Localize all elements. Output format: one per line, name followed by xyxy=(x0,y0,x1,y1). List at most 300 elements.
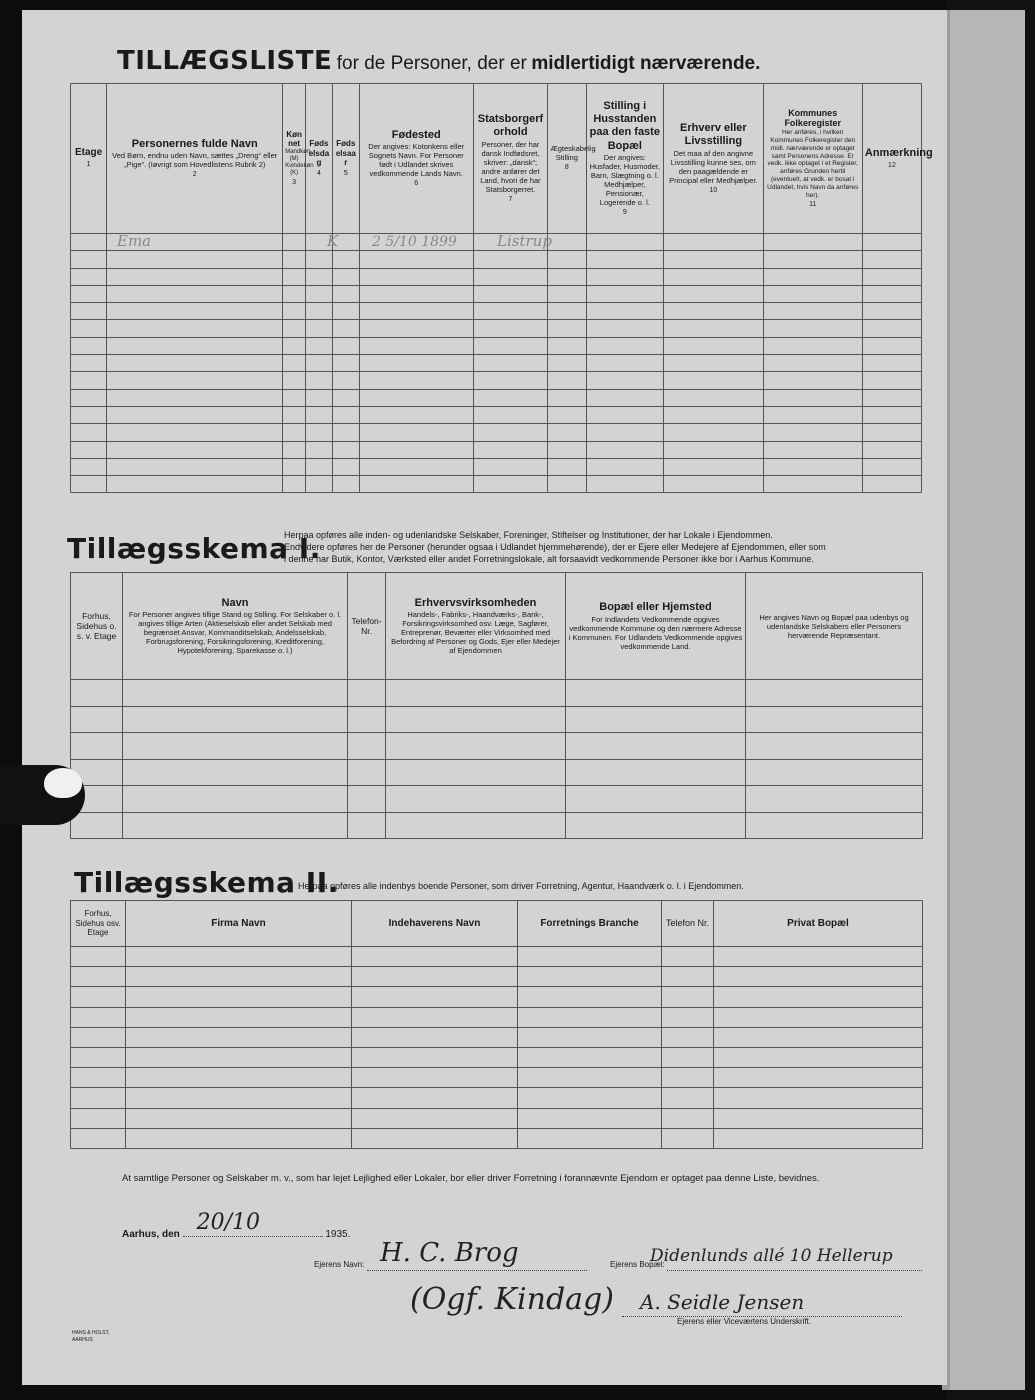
table-cell xyxy=(352,1007,518,1027)
document-page xyxy=(22,10,947,1385)
table-cell xyxy=(518,1108,662,1128)
table-cell xyxy=(283,372,306,389)
table-cell xyxy=(123,759,348,786)
table-cell xyxy=(71,1007,126,1027)
table-cell xyxy=(518,987,662,1007)
table-cell xyxy=(664,372,763,389)
table-cell xyxy=(473,476,548,493)
table-cell xyxy=(662,987,714,1007)
table-cell xyxy=(518,1007,662,1027)
table-cell xyxy=(548,389,586,406)
table-cell xyxy=(714,947,923,967)
table-cell xyxy=(473,441,548,458)
table-row xyxy=(71,1047,923,1067)
table-cell xyxy=(664,337,763,354)
table-cell xyxy=(71,947,126,967)
table-cell xyxy=(566,786,746,813)
table-cell xyxy=(305,251,332,268)
table-cell xyxy=(548,424,586,441)
thumbnail xyxy=(44,768,82,798)
table-cell xyxy=(126,1068,352,1088)
table-cell xyxy=(714,1088,923,1108)
table-cell xyxy=(473,406,548,423)
table-cell xyxy=(71,733,123,760)
table-row xyxy=(71,355,922,372)
table-row xyxy=(71,268,922,285)
schema1-col-business: Erhvervsvirksomheden Handels-, Fabriks-, Haandværks-, Bank-, Forsikringsvirksomhed osv. Læge, Sagfører, Entreprenør, Beværter eller Virksomhed med Befordring af Personer og Gods, Ejer eller Medejer af Ejendommen xyxy=(386,573,566,680)
table-cell xyxy=(548,268,586,285)
schema1-col-residence: Bopæl eller Hjemsted For Indlandets Vedkommende opgives vedkommende Kommune og den nærmere Adresse i Kommunen. For Udlandets Vedkommende opgives vedkommende Land. xyxy=(566,573,746,680)
table-cell xyxy=(123,706,348,733)
schema2-col-owner: Indehaverens Navn xyxy=(352,901,518,947)
table-cell xyxy=(862,372,921,389)
table-cell xyxy=(586,458,664,475)
table-cell xyxy=(332,355,359,372)
table-cell xyxy=(107,424,283,441)
table-cell xyxy=(664,320,763,337)
table-cell xyxy=(518,1027,662,1047)
printer-mark: HANS & HOLST, AARHUS xyxy=(72,1330,110,1343)
table-cell xyxy=(714,1108,923,1128)
table-cell xyxy=(71,1027,126,1047)
table-cell xyxy=(664,406,763,423)
table-cell xyxy=(518,1068,662,1088)
table-row xyxy=(71,424,922,441)
owner-address-label: Ejerens Bopæl: xyxy=(610,1260,665,1269)
table-cell xyxy=(548,372,586,389)
table-cell xyxy=(107,476,283,493)
schema2-intro: Herpaa opføres alle indenbys boende Personer, som driver Forretning, Agentur, Haandværk o. l. i Ejendommen. xyxy=(298,881,744,891)
table-cell xyxy=(586,389,664,406)
table-cell xyxy=(586,251,664,268)
table-cell xyxy=(283,251,306,268)
table-cell xyxy=(548,337,586,354)
table-cell xyxy=(71,441,107,458)
table-cell xyxy=(123,812,348,839)
table-cell xyxy=(123,680,348,707)
schema2-title: Tillægsskema II. xyxy=(74,866,339,899)
col-gender: Kønnet Mandkøn (M) Kvindekøn (K) 3 xyxy=(283,84,306,234)
table-row xyxy=(71,680,923,707)
table-cell xyxy=(107,355,283,372)
table-cell xyxy=(283,458,306,475)
table-cell xyxy=(746,706,923,733)
table-cell xyxy=(763,476,862,493)
schema2-col-phone: Telefon Nr. xyxy=(662,901,714,947)
table-cell xyxy=(305,337,332,354)
table-row xyxy=(71,285,922,302)
col-birthday: Fødselsdag 4 xyxy=(305,84,332,234)
schema1-intro-line2: Endvidere opføres her de Personer (herunder ogsaa i Udlandet hjemmehørende), der er Ejere eller Medejere af Ejendommen, eller som xyxy=(284,542,826,553)
table-cell xyxy=(662,1007,714,1027)
table-cell xyxy=(473,320,548,337)
table-cell xyxy=(548,406,586,423)
col-register: Kommunes Folkeregister Her anføres, i hvilken Kommunes Folkeregister den midl. nærværende er optaget samt Personens Adresse. Er vedk. ikke optaget i et Register, anføres Grunden hertil (eventuelt, at vedk. er bosat i Udlandet, hvis Navn da anføres her). 11 xyxy=(763,84,862,234)
table-cell xyxy=(518,1047,662,1067)
table-cell xyxy=(862,424,921,441)
table-cell xyxy=(714,1027,923,1047)
col-birthplace: Fødested Der angives: Kotonkens eller Sognets Navn. For Personer født i Udlandet skrives vedkommende Lands Navn. 6 xyxy=(359,84,473,234)
table-cell xyxy=(359,337,473,354)
table-cell xyxy=(586,424,664,441)
table-cell xyxy=(71,406,107,423)
table-cell xyxy=(473,458,548,475)
table-cell xyxy=(586,372,664,389)
table-cell xyxy=(332,424,359,441)
table-cell xyxy=(126,987,352,1007)
table-cell xyxy=(107,406,283,423)
table-cell xyxy=(714,987,923,1007)
table-cell xyxy=(107,320,283,337)
table-cell xyxy=(352,1047,518,1067)
table-row xyxy=(71,441,922,458)
owner-name-signature: H. C. Brog xyxy=(380,1238,519,1268)
table-cell xyxy=(107,441,283,458)
table-cell xyxy=(714,1068,923,1088)
table-cell xyxy=(352,1068,518,1088)
table-cell xyxy=(518,1088,662,1108)
date-year: 1935. xyxy=(325,1229,351,1240)
table-cell xyxy=(359,372,473,389)
table-cell xyxy=(566,680,746,707)
extra-signature: (Ogf. Kindag) xyxy=(410,1282,614,1317)
table-cell xyxy=(71,1108,126,1128)
table-cell xyxy=(586,337,664,354)
table-cell xyxy=(746,786,923,813)
table-cell xyxy=(664,303,763,320)
caretaker-signature: A. Seidle Jensen xyxy=(640,1290,805,1314)
table-cell xyxy=(586,234,664,251)
table-cell xyxy=(71,680,123,707)
table-cell xyxy=(71,389,107,406)
table-cell xyxy=(283,320,306,337)
table-cell xyxy=(107,285,283,302)
table-cell xyxy=(71,303,107,320)
table-cell xyxy=(664,251,763,268)
table-cell xyxy=(586,355,664,372)
caretaker-label: Ejerens eller Viceværtens Underskrift. xyxy=(677,1317,812,1326)
table-cell xyxy=(126,1047,352,1067)
table-cell xyxy=(348,733,386,760)
table-cell xyxy=(305,476,332,493)
faint-entry-name: Ema xyxy=(117,232,152,250)
table-cell xyxy=(662,1088,714,1108)
table-cell xyxy=(862,406,921,423)
table-cell xyxy=(352,1088,518,1108)
table-cell xyxy=(71,355,107,372)
table-cell xyxy=(386,812,566,839)
table-cell xyxy=(862,268,921,285)
col-remarks: Anmærkning 12 xyxy=(862,84,921,234)
table-row xyxy=(71,1068,923,1088)
table-row xyxy=(71,234,922,251)
schema1-table xyxy=(70,572,923,839)
schema2-col-branch: Forretnings Branche xyxy=(518,901,662,947)
schema1-col-etage: Forhus, Sidehus o. s. v. Etage xyxy=(71,573,123,680)
table-cell xyxy=(386,680,566,707)
table-cell xyxy=(714,1047,923,1067)
certification-text: At samtlige Personer og Selskaber m. v., som har lejet Lejlighed eller Lokaler, bor eller driver Forretning i forannævnte Ejendom er optaget paa denne Liste, bevidnes. xyxy=(122,1173,820,1184)
table-cell xyxy=(473,389,548,406)
table-cell xyxy=(664,389,763,406)
table-cell xyxy=(71,812,123,839)
table-cell xyxy=(71,706,123,733)
table-cell xyxy=(332,320,359,337)
table-cell xyxy=(763,320,862,337)
table-cell xyxy=(332,458,359,475)
table-cell xyxy=(352,967,518,987)
table-cell xyxy=(123,733,348,760)
schema1-intro-line3: i denne har Butik, Kontor, Værksted eller andet Forretningslokale, alt forsaavidt vedkommende Personer ikke bor i Aarhus Kommune. xyxy=(284,554,814,565)
table-cell xyxy=(126,947,352,967)
date-field xyxy=(183,1210,323,1237)
owner-address-handwritten: Didenlunds allé 10 Hellerup xyxy=(650,1246,893,1266)
table-cell xyxy=(305,458,332,475)
table-cell xyxy=(352,987,518,1007)
table-cell xyxy=(71,1128,126,1148)
table-cell xyxy=(586,268,664,285)
table-cell xyxy=(359,476,473,493)
table-cell xyxy=(71,1088,126,1108)
table-cell xyxy=(359,355,473,372)
table-cell xyxy=(283,476,306,493)
table-cell xyxy=(662,947,714,967)
schema1-col-name: Navn For Personer angives tillige Stand og Stilling. For Selskaber o. l. angives tillige Arten (Aktieselskab eller andet Selskab med begrænset Ansvar, Kommanditselskab, Andelsselskab, Forbrugsforening, Forsikringsforening, Kreditforening, Hypotekforening, Sparekasse o. l.) xyxy=(123,573,348,680)
table-cell xyxy=(305,441,332,458)
table-cell xyxy=(126,1027,352,1047)
next-page-edge xyxy=(950,10,1025,1390)
schema2-table xyxy=(70,900,923,1149)
table-cell xyxy=(862,337,921,354)
table-cell xyxy=(305,320,332,337)
table-cell xyxy=(332,268,359,285)
table-cell xyxy=(746,812,923,839)
table-cell xyxy=(71,320,107,337)
table-cell xyxy=(473,355,548,372)
table-cell xyxy=(107,303,283,320)
table-cell xyxy=(352,1128,518,1148)
table-cell xyxy=(305,406,332,423)
table-cell xyxy=(548,285,586,302)
table-row xyxy=(71,987,923,1007)
table-cell xyxy=(518,967,662,987)
table-cell xyxy=(664,458,763,475)
faint-entry-place: Listrup xyxy=(497,232,552,250)
table-cell xyxy=(107,458,283,475)
table-cell xyxy=(746,733,923,760)
table-cell xyxy=(862,389,921,406)
table-cell xyxy=(763,303,862,320)
table-cell xyxy=(763,372,862,389)
table-cell xyxy=(305,285,332,302)
col-birthyear: Fødselsaar 5 xyxy=(332,84,359,234)
table-cell xyxy=(332,337,359,354)
table-cell xyxy=(664,234,763,251)
schema2-col-firm: Firma Navn xyxy=(126,901,352,947)
table-cell xyxy=(662,1027,714,1047)
table-cell xyxy=(332,285,359,302)
table-cell xyxy=(332,303,359,320)
table-cell xyxy=(473,268,548,285)
owner-name-label: Ejerens Navn: xyxy=(314,1260,365,1269)
table-row xyxy=(71,251,922,268)
table-cell xyxy=(566,812,746,839)
table-cell xyxy=(359,406,473,423)
table-cell xyxy=(71,1047,126,1067)
schema2-header xyxy=(71,901,923,947)
table-row xyxy=(71,389,922,406)
table-cell xyxy=(763,406,862,423)
table-cell xyxy=(348,812,386,839)
table-row xyxy=(71,759,923,786)
table-cell xyxy=(473,424,548,441)
table-cell xyxy=(126,1128,352,1148)
schema2-col-private: Privat Bopæl xyxy=(714,901,923,947)
table-row xyxy=(71,476,922,493)
table-cell xyxy=(662,1108,714,1128)
table-row xyxy=(71,812,923,839)
table-row xyxy=(71,458,922,475)
table-cell xyxy=(566,733,746,760)
table-cell xyxy=(283,337,306,354)
table-cell xyxy=(107,251,283,268)
table-cell xyxy=(126,1108,352,1128)
table-cell xyxy=(662,1047,714,1067)
col-household: Stilling i Husstanden paa den faste Bopæl Der angives: Husfader, Husmoder, Barn, Slægtning o. l. Medhjælper, Pensionær, Logerende o. l. 9 xyxy=(586,84,664,234)
table-cell xyxy=(586,476,664,493)
table-cell xyxy=(763,441,862,458)
table-cell xyxy=(473,337,548,354)
table-row xyxy=(71,372,922,389)
table-cell xyxy=(332,389,359,406)
table-cell xyxy=(126,1088,352,1108)
schema2-col-etage: Forhus, Sidehus osv. Etage xyxy=(71,901,126,947)
table-cell xyxy=(283,234,306,251)
table-row xyxy=(71,320,922,337)
table-cell xyxy=(386,759,566,786)
table-cell xyxy=(107,337,283,354)
title-main: TILLÆGSLISTE xyxy=(117,46,333,76)
table-cell xyxy=(123,786,348,813)
table-cell xyxy=(763,251,862,268)
main-table-header xyxy=(71,84,922,234)
table-cell xyxy=(862,441,921,458)
table-cell xyxy=(359,441,473,458)
table-cell xyxy=(305,303,332,320)
table-cell xyxy=(862,234,921,251)
table-cell xyxy=(332,372,359,389)
table-cell xyxy=(862,285,921,302)
table-cell xyxy=(71,987,126,1007)
table-cell xyxy=(566,706,746,733)
table-row xyxy=(71,1007,923,1027)
schema1-col-phone: Telefon-Nr. xyxy=(348,573,386,680)
table-cell xyxy=(283,303,306,320)
table-cell xyxy=(126,967,352,987)
table-cell xyxy=(359,458,473,475)
faint-entry-birth: 2 5/10 1899 xyxy=(372,234,457,250)
table-cell xyxy=(586,285,664,302)
table-cell xyxy=(763,234,862,251)
table-cell xyxy=(386,706,566,733)
table-cell xyxy=(548,251,586,268)
table-cell xyxy=(518,1128,662,1148)
table-cell xyxy=(71,251,107,268)
table-cell xyxy=(763,424,862,441)
table-cell xyxy=(107,389,283,406)
schema1-intro xyxy=(284,529,924,565)
table-cell xyxy=(71,458,107,475)
table-cell xyxy=(359,285,473,302)
table-cell xyxy=(359,389,473,406)
table-cell xyxy=(348,706,386,733)
table-row xyxy=(71,947,923,967)
date-handwritten: 20/10 xyxy=(196,1210,260,1235)
table-cell xyxy=(305,268,332,285)
table-cell xyxy=(71,337,107,354)
table-cell xyxy=(763,355,862,372)
table-cell xyxy=(473,251,548,268)
table-cell xyxy=(348,786,386,813)
table-cell xyxy=(283,424,306,441)
table-cell xyxy=(746,680,923,707)
table-cell xyxy=(586,406,664,423)
table-cell xyxy=(283,441,306,458)
table-cell xyxy=(586,320,664,337)
table-cell xyxy=(664,355,763,372)
table-row xyxy=(71,706,923,733)
table-cell xyxy=(548,355,586,372)
table-cell xyxy=(332,441,359,458)
table-cell xyxy=(862,476,921,493)
col-citizenship: Statsborgerforhold Personer, der har dansk Indfødsret, skriver: „dansk“; andre anfører det Land, hvori de har Statsborgerret. 7 xyxy=(473,84,548,234)
table-cell xyxy=(71,372,107,389)
col-marital: Ægteskabelig Stilling 8 xyxy=(548,84,586,234)
table-cell xyxy=(518,947,662,967)
table-cell xyxy=(662,1068,714,1088)
table-cell xyxy=(548,458,586,475)
table-cell xyxy=(714,1128,923,1148)
table-cell xyxy=(763,268,862,285)
table-cell xyxy=(359,303,473,320)
table-cell xyxy=(107,268,283,285)
table-cell xyxy=(548,476,586,493)
table-cell xyxy=(71,476,107,493)
table-cell xyxy=(283,389,306,406)
schema1-title: Tillægsskema I. xyxy=(67,532,321,565)
table-cell xyxy=(305,355,332,372)
table-row xyxy=(71,1088,923,1108)
table-cell xyxy=(359,320,473,337)
table-cell xyxy=(862,320,921,337)
table-cell xyxy=(283,268,306,285)
page-title xyxy=(117,46,760,76)
date-line xyxy=(122,1210,351,1240)
table-cell xyxy=(664,268,763,285)
table-cell xyxy=(126,1007,352,1027)
table-cell xyxy=(662,967,714,987)
table-cell xyxy=(862,355,921,372)
table-cell xyxy=(586,441,664,458)
table-cell xyxy=(548,441,586,458)
table-cell xyxy=(473,372,548,389)
table-cell xyxy=(548,320,586,337)
date-place: Aarhus, den xyxy=(122,1229,180,1240)
table-row xyxy=(71,1027,923,1047)
table-cell xyxy=(714,967,923,987)
col-name: Personernes fulde Navn Ved Børn, endnu uden Navn, sættes „Dreng“ eller „Pige“. (Iøvrigt som Hovedlistens Rubrik 2) 2 xyxy=(107,84,283,234)
table-row xyxy=(71,1108,923,1128)
